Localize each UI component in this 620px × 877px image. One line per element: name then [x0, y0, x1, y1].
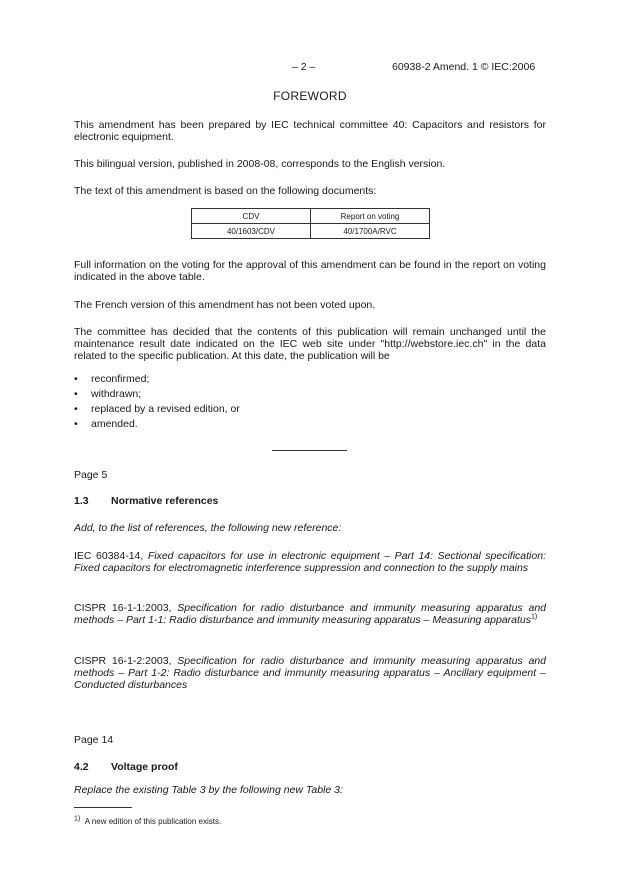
section-heading	[74, 761, 178, 773]
bullet-icon: •	[74, 418, 78, 430]
reference-title: Specification for radio disturbance and immunity measuring apparatus and methods – Part 1-1: Radio disturbance and immunity measuring apparatus – Measuring apparatus	[74, 602, 547, 626]
intro-bilingual: This bilingual version, published in 2008-08, corresponds to the English version.	[74, 158, 446, 170]
reference-title: Fixed capacitors for use in electronic equipment – Part 14: Sectional specification: Fixed capacitors for electromagnetic interference suppression and connection to the supply mains	[74, 550, 546, 574]
bullet-icon: •	[74, 403, 78, 415]
section-title: Normative references	[111, 495, 219, 507]
reference-entry	[74, 655, 546, 691]
reference-code: CISPR 16-1-2:2003,	[74, 655, 178, 667]
committee-note: The committee has decided that the contents of this publication will remain unchanged until the maintenance result date indicated on the IEC web site under "http://webstore.iec.ch" in the data related to the specific publication. At this date, the publication will be	[74, 326, 546, 362]
page-title: FOREWORD	[273, 89, 347, 103]
list-item-text: reconfirmed;	[91, 373, 150, 385]
section-number: 1.3	[74, 495, 89, 507]
document-reference: 60938-2 Amend. 1 © IEC:2006	[392, 61, 536, 73]
intro-based-on: The text of this amendment is based on the following documents:	[74, 185, 377, 197]
table-cell: 40/1700A/RVC	[311, 224, 430, 239]
table-row	[192, 224, 430, 239]
documents-table	[191, 208, 430, 239]
list-item-text: replaced by a revised edition, or	[91, 403, 240, 415]
bullet-icon: •	[74, 373, 78, 385]
page-reference: Page 5	[74, 469, 108, 481]
table-header-cell: Report on voting	[311, 209, 430, 224]
reference-entry	[74, 602, 546, 626]
list-item-text: withdrawn;	[91, 388, 142, 400]
footnote-separator	[74, 807, 132, 808]
section-heading	[74, 495, 219, 507]
footnote-text: A new edition of this publication exists.	[84, 817, 222, 826]
section-divider	[272, 450, 347, 451]
table-header-row	[192, 209, 430, 224]
section-title: Voltage proof	[111, 761, 178, 773]
reference-code: IEC 60384-14,	[74, 550, 148, 562]
instruction-text: Add, to the list of references, the following new reference:	[74, 522, 342, 534]
french-note: The French version of this amendment has not been voted upon.	[74, 299, 376, 311]
table-cell: 40/1603/CDV	[192, 224, 311, 239]
reference-title: Specification for radio disturbance and immunity measuring apparatus and methods – Part 1-2: Radio disturbance and immunity measuring apparatus – Ancillary equipment – Conducted disturbances	[74, 655, 547, 691]
page-reference: Page 14	[74, 734, 114, 746]
reference-code: CISPR 16-1-1:2003,	[74, 602, 178, 614]
footnote	[74, 817, 221, 826]
footnote-marker: 1)	[531, 613, 538, 621]
page-number: – 2 –	[292, 61, 316, 73]
list-item-text: amended.	[91, 418, 138, 430]
section-number: 4.2	[74, 761, 89, 773]
reference-entry	[74, 550, 546, 574]
intro-prepared-by: This amendment has been prepared by IEC technical committee 40: Capacitors and resistors for electronic equipment.	[74, 119, 546, 143]
footnote-mark: 1)	[74, 815, 81, 823]
table-header-cell: CDV	[192, 209, 311, 224]
voting-info: Full information on the voting for the approval of this amendment can be found in the report on voting indicated in the above table.	[74, 259, 546, 283]
bullet-icon: •	[74, 388, 78, 400]
instruction-text: Replace the existing Table 3 by the following new Table 3:	[74, 784, 343, 796]
